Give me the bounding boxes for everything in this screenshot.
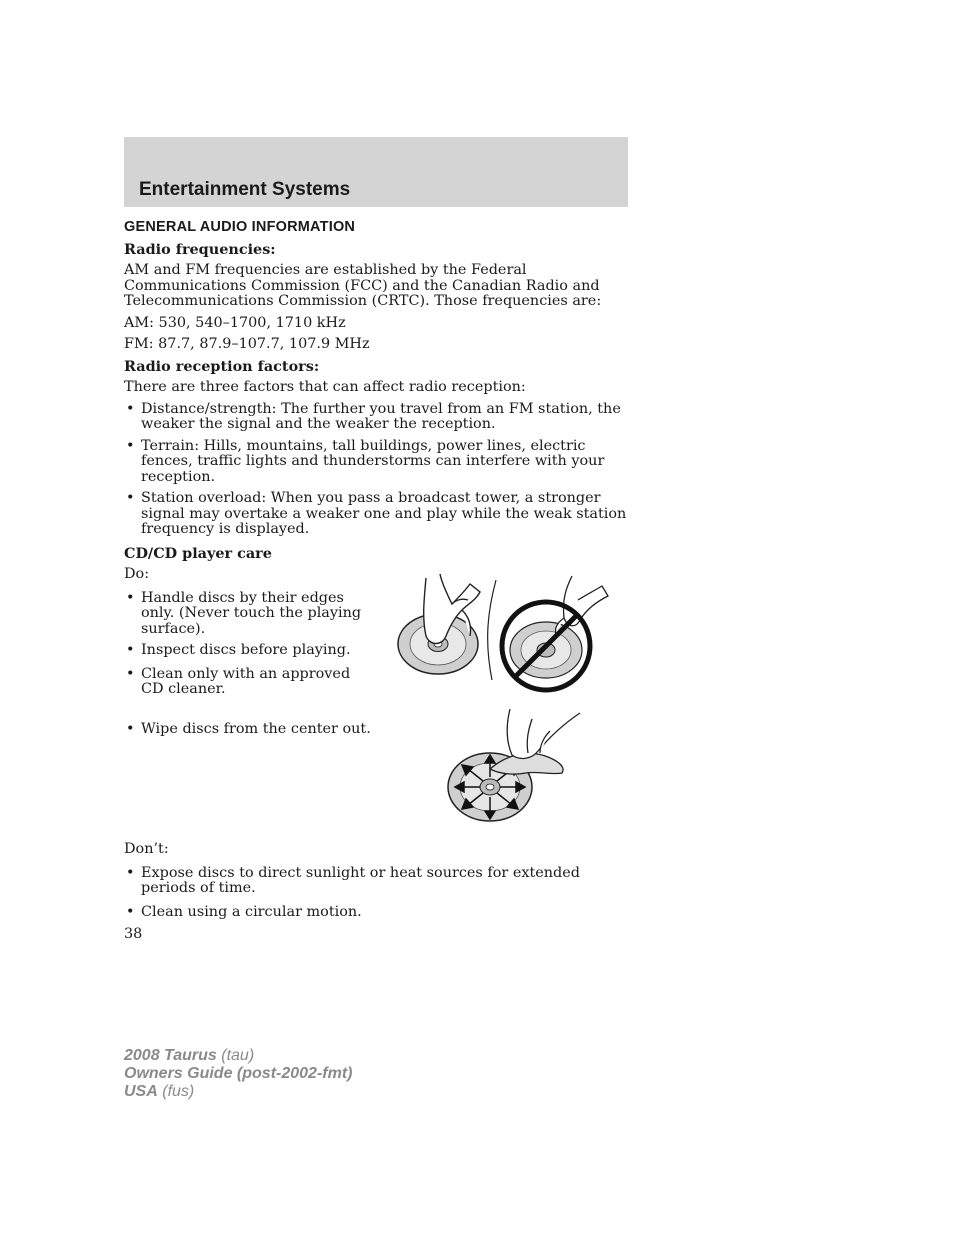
cd-care-heading: CD/CD player care: [124, 544, 272, 562]
section-header-band: [124, 137, 628, 207]
list-item: • Terrain: Hills, mountains, tall buildings, power lines, electric fences, traffic lights and thunderstorms can interfere with your reception.: [124, 439, 628, 486]
dont-list: [124, 866, 628, 921]
radio-frequencies-heading: Radio frequencies:: [124, 240, 276, 258]
dont-label: Don’t:: [124, 841, 169, 857]
am-frequencies: AM: 530, 540–1700, 1710 kHz: [124, 314, 346, 331]
hand-icon: [507, 709, 580, 758]
do-label: Do:: [124, 566, 150, 582]
reception-factors-heading: Radio reception factors:: [124, 357, 320, 375]
footer-market-code: (fus): [162, 1083, 195, 1100]
footer-market: USA: [124, 1083, 158, 1100]
footer-guide: Owners Guide (post-2002-fmt): [124, 1065, 353, 1082]
list-item: • Clean using a circular motion.: [124, 905, 628, 921]
do-list: [124, 591, 374, 738]
list-item: • Handle discs by their edges only. (Never touch the playing surface).: [124, 591, 374, 638]
footer-model: 2008 Taurus: [124, 1047, 217, 1064]
disc-handling-illustration: [396, 570, 618, 696]
footer-line-guide: [124, 1065, 352, 1083]
footer-model-code: (tau): [221, 1047, 255, 1064]
radio-frequencies-text: AM and FM frequencies are established by the Federal Communications Commission (FCC) and the Canadian Radio and Telecommunications Commission (CRTC). Those frequencies are:: [124, 262, 602, 309]
hand-outline: [488, 580, 496, 680]
list-item: • Station overload: When you pass a broadcast tower, a stronger signal may overtake a weaker one and play while the weak station frequency is displayed.: [124, 491, 628, 538]
list-item: • Clean only with an approved CD cleaner.: [124, 667, 374, 698]
list-item: • Distance/strength: The further you travel from an FM station, the weaker the signal and the weaker the reception.: [124, 402, 628, 433]
fm-frequencies: FM: 87.7, 87.9–107.7, 107.9 MHz: [124, 336, 370, 352]
footer-line-model: [124, 1047, 352, 1065]
section-title: Entertainment Systems: [139, 179, 351, 200]
reception-factors-list: [124, 402, 628, 538]
list-item: • Wipe discs from the center out.: [124, 722, 374, 738]
general-audio-heading: GENERAL AUDIO INFORMATION: [124, 219, 356, 235]
disc-wiping-illustration: [440, 705, 600, 825]
list-item: • Expose discs to direct sunlight or heat sources for extended periods of time.: [124, 866, 628, 897]
list-item: • Inspect discs before playing.: [124, 643, 374, 659]
document-footer: [124, 1047, 352, 1101]
reception-intro: There are three factors that can affect radio reception:: [124, 379, 526, 395]
footer-line-market: [124, 1083, 352, 1101]
page-number: 38: [124, 926, 143, 942]
